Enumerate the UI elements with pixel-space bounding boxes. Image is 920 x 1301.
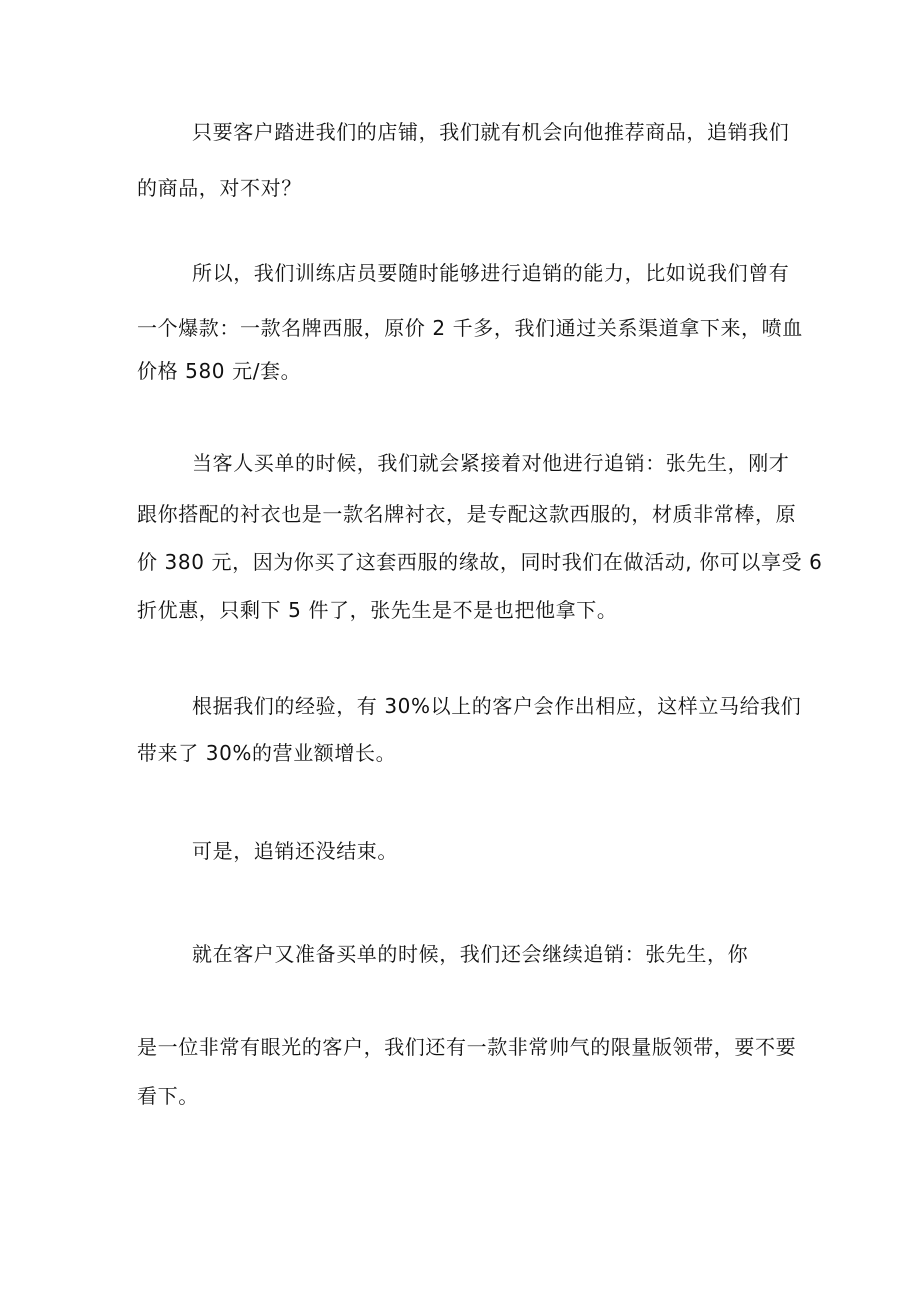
text-line: 当客人买单的时候，我们就会紧接着对他进行追销：张先生，刚才 [192,451,790,475]
text-line: 可是，追销还没结束。 [192,839,398,863]
text-line: 根据我们的经验，有 30%以上的客户会作出相应，这样立马给我们 [192,694,802,718]
text-line: 价 380 元，因为你买了这套西服的缘故，同时我们在做活动, 你可以享受 6 [137,550,823,574]
text-line: 就在客户又准备买单的时候，我们还会继续追销：张先生，你 [192,942,749,966]
text-line: 是一位非常有眼光的客户，我们还有一款非常帅气的限量版领带，要不要 [137,1035,797,1059]
text-line: 看下。 [137,1084,199,1108]
text-line: 跟你搭配的衬衣也是一款名牌衬衣，是专配这款西服的，材质非常棒，原 [137,502,797,526]
text-line: 带来了 30%的营业额增长。 [137,741,397,765]
text-line: 一个爆款：一款名牌西服，原价 2 千多，我们通过关系渠道拿下来，喷血 [137,316,803,340]
text-line: 只要客户踏进我们的店铺，我们就有机会向他推荐商品，追销我们 [192,120,790,144]
text-line: 折优惠，只剩下 5 件了，张先生是不是也把他拿下。 [137,598,618,622]
text-line: 所以，我们训练店员要随时能够进行追销的能力，比如说我们曾有 [192,261,790,285]
text-line: 价格 580 元/套。 [137,359,302,383]
text-line: 的商品，对不对？ [137,176,302,200]
